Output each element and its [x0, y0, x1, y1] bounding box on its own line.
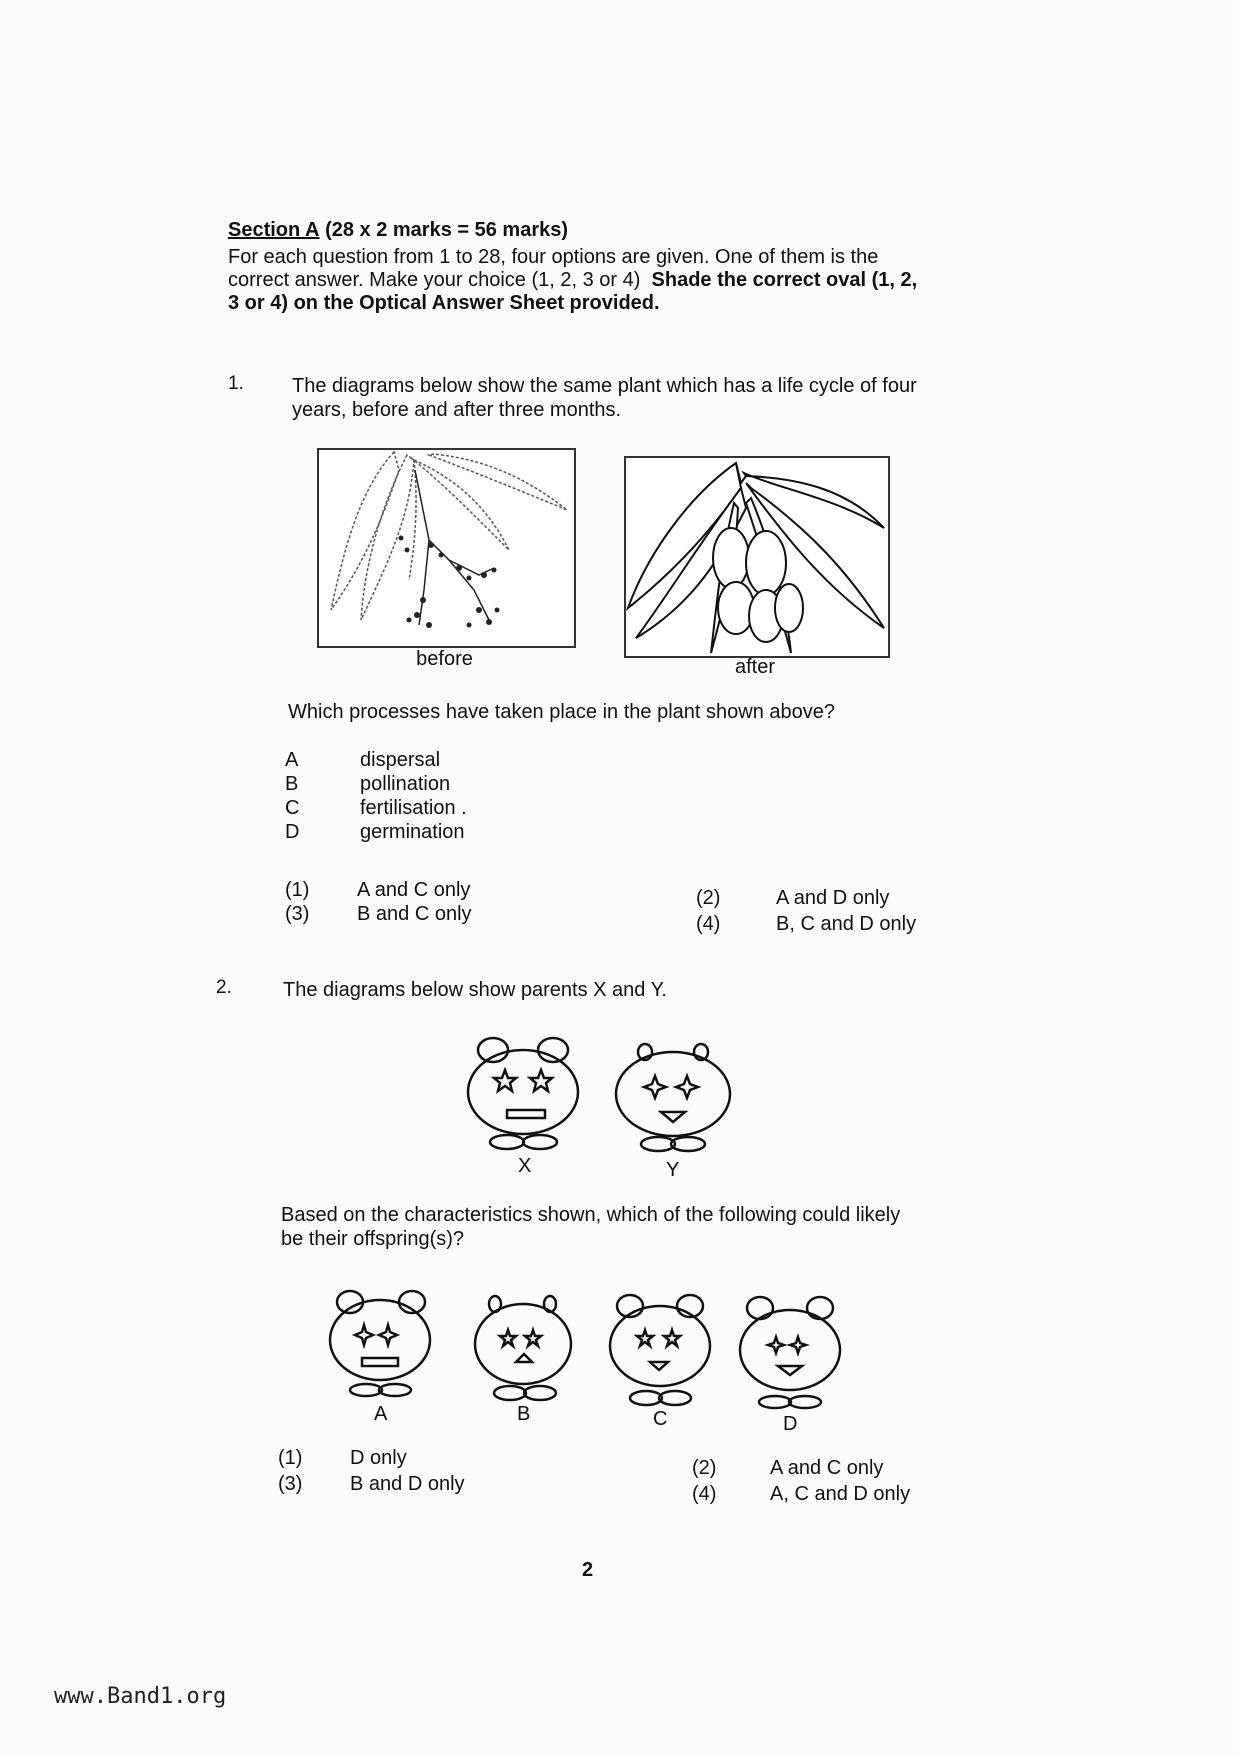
option-text: A and C only [770, 1457, 884, 1479]
option-text: D only [350, 1447, 407, 1469]
question-1-stem-line2: years, before and after three months. [292, 399, 622, 421]
statement-letter: A [285, 749, 299, 771]
section-instructions-3: 3 or 4) on the Optical Answer Sheet provided. [228, 292, 660, 314]
option-text: A, C and D only [770, 1483, 911, 1505]
statement-text: fertilisation . [360, 797, 467, 819]
statement-c [285, 796, 467, 820]
option-number: (1) [278, 1447, 303, 1469]
question-2-prompt-line1: Based on the characteristics shown, which of the following could likely [281, 1204, 901, 1226]
option-text: B and D only [350, 1473, 465, 1495]
question-1-statements [285, 748, 467, 844]
section-title: Section A [228, 219, 320, 241]
q2-option-3[interactable] [278, 1472, 465, 1496]
parent-x-label: X [518, 1155, 532, 1177]
statement-d [285, 820, 467, 844]
parent-y-label: Y [666, 1159, 680, 1180]
figure-after [624, 456, 890, 658]
statement-b [285, 772, 467, 796]
statement-letter: B [285, 773, 299, 795]
instructions-choice-text: correct answer. Make your choice (1, 2, 3 or 4) [228, 269, 641, 291]
plant-with-fruits-illustration [626, 458, 888, 656]
question-1-prompt: Which processes have taken place in the plant shown above? [288, 701, 836, 723]
question-1-number: 1. [228, 373, 244, 394]
q2-option-2[interactable] [692, 1456, 883, 1480]
option-number: (1) [285, 879, 310, 901]
offspring-c-label: C [653, 1408, 668, 1430]
offspring-a-figure [330, 1291, 430, 1396]
statement-text: dispersal [360, 749, 441, 771]
option-number: (4) [696, 913, 721, 935]
instructions-shade-text: Shade the correct oval (1, 2, [651, 269, 918, 291]
section-marks: (28 x 2 marks = 56 marks) [325, 219, 569, 241]
q1-option-1[interactable] [285, 878, 470, 902]
statement-text: pollination [360, 773, 451, 795]
offspring-b-figure [475, 1296, 571, 1400]
offspring-d-figure [740, 1297, 840, 1408]
offspring-c-figure [610, 1295, 710, 1405]
q2-option-4[interactable] [692, 1482, 910, 1506]
plant-with-flowers-illustration [319, 450, 574, 646]
q1-option-3[interactable] [285, 902, 472, 926]
figure-before [317, 448, 576, 648]
option-number: (3) [278, 1473, 303, 1495]
parents-diagram [455, 1030, 745, 1180]
figure-before-caption: before [416, 648, 473, 670]
footer-url[interactable]: www.Band1.org [54, 1684, 227, 1709]
q1-option-4[interactable] [696, 912, 916, 936]
statement-text: germination [360, 821, 465, 843]
offspring-diagram [320, 1280, 870, 1430]
offspring-d-label: D [783, 1413, 798, 1430]
parent-y-figure [616, 1044, 730, 1151]
question-2-number: 2. [216, 977, 232, 998]
question-2-stem: The diagrams below show parents X and Y. [283, 979, 667, 1001]
option-text: B and C only [357, 903, 472, 925]
offspring-b-label: B [517, 1403, 531, 1425]
figure-after-caption: after [734, 656, 776, 678]
option-number: (4) [692, 1483, 717, 1505]
parent-x-figure [468, 1038, 578, 1149]
page-number: 2 [582, 1559, 594, 1581]
option-number: (2) [696, 887, 721, 909]
option-text: A and D only [776, 887, 890, 909]
statement-letter: D [285, 821, 300, 843]
statement-letter: C [285, 797, 300, 819]
section-instructions-2 [228, 268, 917, 292]
option-number: (2) [692, 1457, 717, 1479]
q2-option-1[interactable] [278, 1446, 407, 1470]
statement-a [285, 748, 467, 772]
option-number: (3) [285, 903, 310, 925]
section-instructions-1: For each question from 1 to 28, four options are given. One of them is the [228, 246, 879, 268]
question-1-stem-line1: The diagrams below show the same plant which has a life cycle of four [292, 375, 917, 397]
option-text: B, C and D only [776, 913, 917, 935]
offspring-a-label: A [374, 1403, 388, 1425]
option-text: A and C only [357, 879, 471, 901]
q1-option-2[interactable] [696, 886, 889, 910]
section-heading [228, 218, 568, 242]
question-2-prompt-line2: be their offspring(s)? [281, 1228, 465, 1250]
